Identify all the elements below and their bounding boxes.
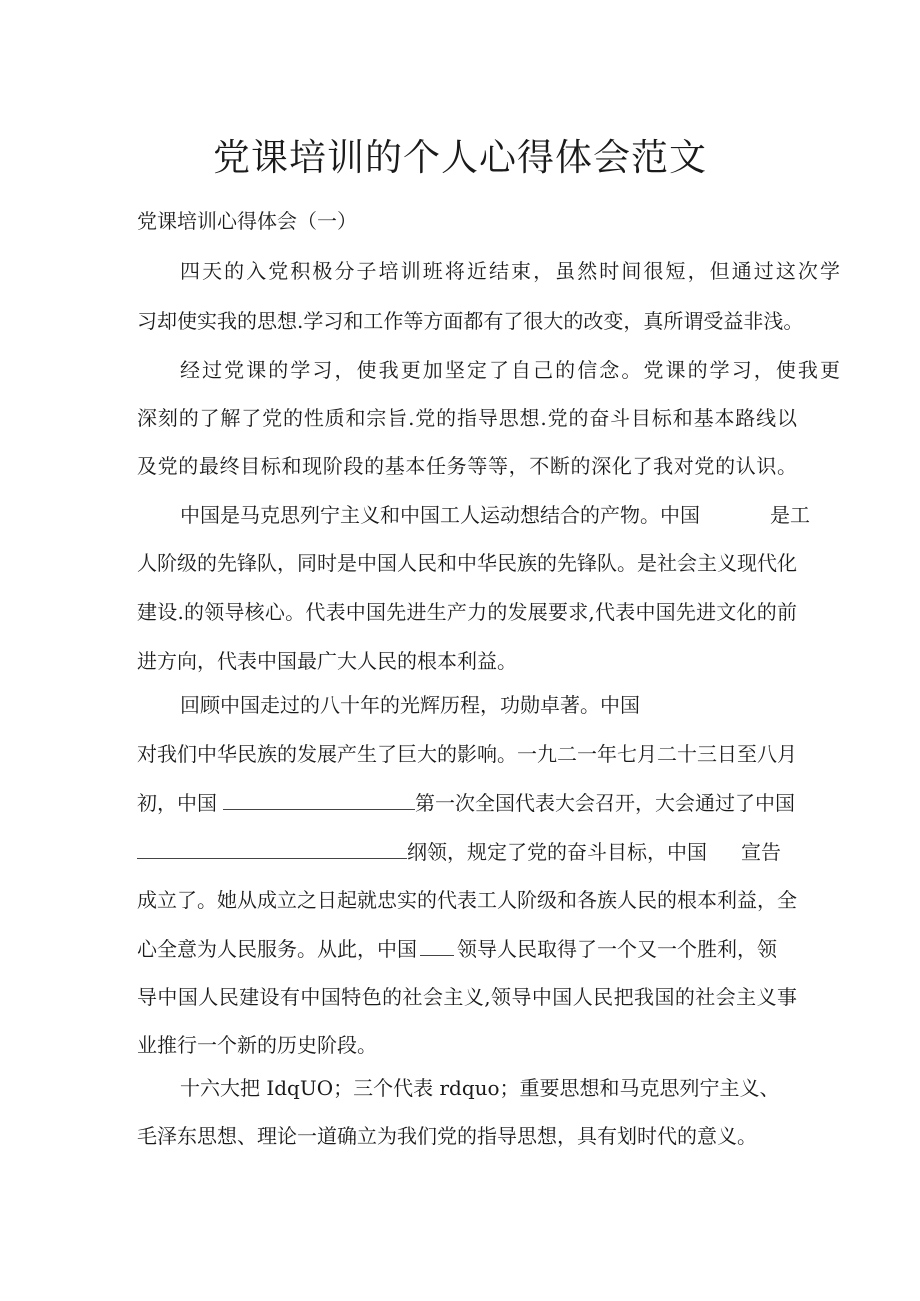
p4-line-4-text-a: 纲领，规定了党的奋斗目标，中国: [407, 840, 707, 864]
fill-in-blank: [420, 933, 454, 956]
p3-line-1-text-b: 是工: [770, 503, 810, 527]
p3-line-3: 建设.的领导核心。代表中国先进生产力的发展要求,代表中国先进文化的前: [137, 600, 797, 624]
p1-line-2: 习却使实我的思想.学习和工作等方面都有了很大的改变，真所谓受益非浅。: [137, 309, 804, 333]
p4-line-2: 对我们中华民族的发展产生了巨大的影响。一九二一年七月二十三日至八月: [137, 742, 797, 766]
p4-line-6-text-b: 领导人民取得了一个又一个胜利，领: [457, 937, 777, 961]
p3-line-1: [137, 500, 840, 530]
p4-line-4-text-b: 宣告: [741, 840, 781, 864]
p4-line-5: 成立了。她从成立之日起就忠实的代表工人阶级和各族人民的根本利益，全: [137, 888, 797, 912]
p1-line-1: 四天的入党积极分子培训班将近结束，虽然时间很短，但通过这次学: [180, 259, 840, 283]
p5-line-2: 毛泽东思想、理论一道确立为我们党的指导思想，具有划时代的意义。: [137, 1124, 757, 1148]
p5-line-1: 十六大把 IdqUO；三个代表 rdquo；重要思想和马克思列宁主义、: [180, 1076, 780, 1100]
p4-line-3-text-a: 初，中国: [137, 791, 217, 815]
fill-in-blank: [223, 787, 415, 810]
p4-line-6: [137, 933, 797, 964]
p3-line-4: 进方向，代表中国最广大人民的根本利益。: [137, 649, 517, 673]
p4-line-3-text-b: 第一次全国代表大会召开，大会通过了中国: [415, 791, 795, 815]
p2-line-1: 经过党课的学习，使我更加坚定了自己的信念。党课的学习，使我更: [180, 358, 840, 382]
p4-line-4: [137, 836, 797, 867]
fill-in-blank: [137, 836, 407, 859]
p3-line-2: 人阶级的先锋队，同时是中国人民和中华民族的先锋队。是社会主义现代化: [137, 551, 797, 575]
p2-line-3: 及党的最终目标和现阶段的基本任务等等，不断的深化了我对党的认识。: [137, 454, 797, 478]
p3-line-1-text-a: 中国是马克思列宁主义和中国工人运动想结合的产物。中国: [180, 503, 700, 527]
p4-line-6-text-a: 心全意为人民服务。从此，中国: [137, 937, 417, 961]
section-heading: 党课培训心得体会（一）: [137, 209, 357, 233]
p4-line-8: 业推行一个新的历史阶段。: [137, 1033, 377, 1057]
document-title: 党课培训的个人心得体会范文: [213, 136, 707, 179]
p4-line-1: 回顾中国走过的八十年的光辉历程，功勋卓著。中国: [180, 693, 640, 717]
p2-line-2: 深刻的了解了党的性质和宗旨.党的指导思想.党的奋斗目标和基本路线以: [137, 406, 797, 430]
p4-line-7: 导中国人民建设有中国特色的社会主义,领导中国人民把我国的社会主义事: [137, 985, 797, 1009]
p4-line-3: [137, 787, 797, 818]
